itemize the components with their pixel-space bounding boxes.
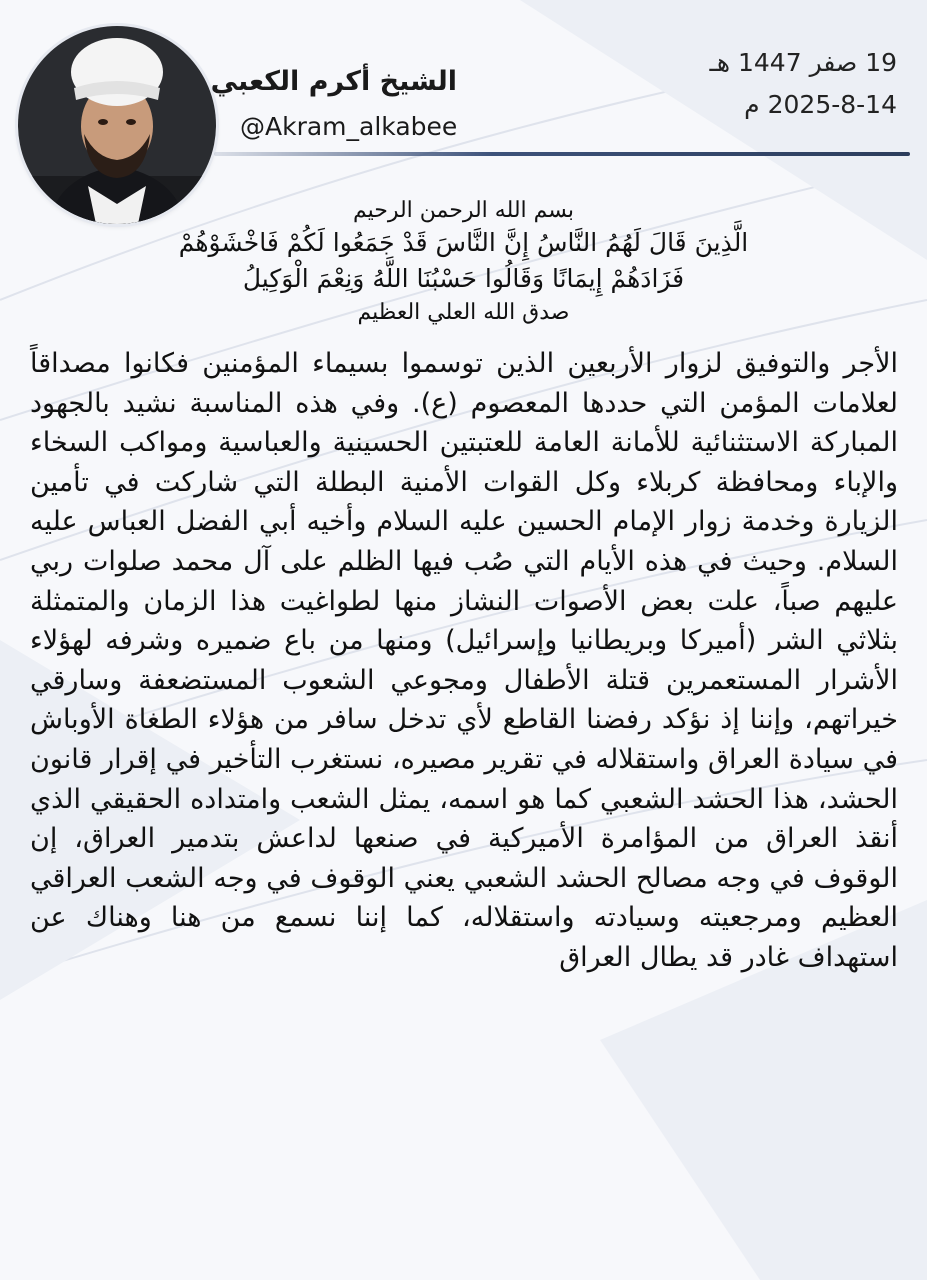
portrait-image [18,26,216,224]
verse-closing: صدق الله العلي العظيم [357,300,570,325]
date-gregorian: 2025-8-14 م [744,90,897,119]
author-name: الشيخ أكرم الكعبي [210,66,457,97]
avatar [18,26,216,224]
verse-basmala: بسم الله الرحمن الرحيم [352,198,575,223]
statement-body: الأجر والتوفيق لزوار الأربعين الذين توسموا بسيماء المؤمنين فكانوا مصداقاً لعلامات المؤمن التي حددها المعصوم (ع). وفي هذه المناسبة نشيد بالجهود المباركة الاستثنائية للأمانة العامة للعتبتين الحسينية والعباسية ومواكب السخاء والإباء ومحافظة كربلاء وكل القوات الأمنية البطلة التي شاركت في تأمين الزيارة وخدمة زوار الإمام الحسين عليه السلام وأخيه أبي الفضل العباس عليه السلام. وحيث في هذه الأيام التي صُب فيها الظلم على آل محمد صلوات ربي عليهم صباً، علت بعض الأصوات النشاز منها لطواغيت هذا الزمان والمتمثلة بثلاثي الشر (أميركا وبريطانيا وإسرائيل) ومنها من باع ضميره وشرفه لهؤلاء الأشرار المستعمرين قتلة الأطفال ومجوعي الشعوب المستضعفة وسارقي خيراتهم، وإننا إذ نؤكد رفضنا القاطع لأي تدخل سافر من هؤلاء الطغاة الأوباش في سيادة العراق واستقلاله في تقرير مصيره، نستغرب التأخير في إقرار قانون الحشد، هذا الحشد الشعبي كما هو اسمه، يمثل الشعب وامتداده الحقيقي الذي أنقذ العراق من المؤامرة الأميركية في صنعها لداعش بتدمير العراق، إن الوقوف في وجه مصالح الحشد الشعبي يعني الوقوف في وجه الشعب العراقي العظيم ومرجعيته وسيادته واستقلاله، كما إننا نسمع من هنا وهناك عن استهداف غادر قد يطال العراق [30,348,898,973]
header-divider [214,152,910,156]
author-handle[interactable]: @Akram_alkabee [240,112,458,141]
verse-line-1: الَّذِينَ قَالَ لَهُمُ النَّاسُ إِنَّ النَّاسَ قَدْ جَمَعُوا لَكُمْ فَاخْشَوْهُمْ [178,228,749,257]
date-hijri: 19 صفر 1447 هـ [709,48,897,77]
verse-line-2: فَزَادَهُمْ إِيمَانًا وَقَالُوا حَسْبُنَا اللَّهُ وَنِعْمَ الْوَكِيلُ [242,264,685,293]
